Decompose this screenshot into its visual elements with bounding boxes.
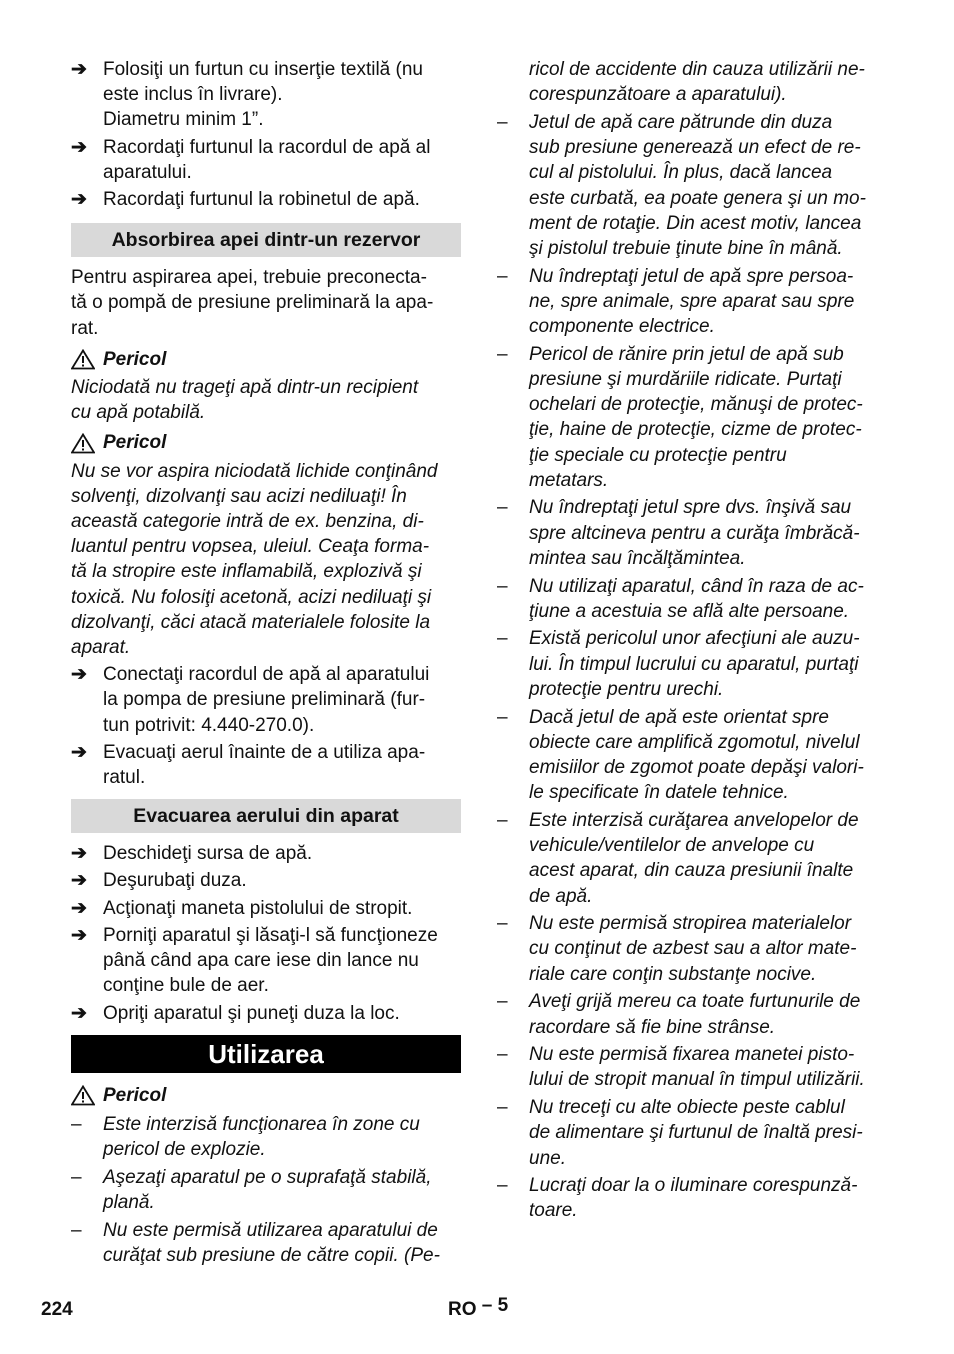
list-item-text: Nu este permisă stropirea materialelor cu conţinut de azbest sau a altor mate- riale care conţin substanţe nocive. (529, 913, 857, 985)
dash-marker: – (497, 575, 508, 597)
arrow-right-icon: ➔ (71, 870, 87, 892)
list-item-text: Lucraţi doar la o iluminare corespunză- toare. (529, 1175, 858, 1222)
arrow-right-icon: ➔ (71, 741, 87, 763)
step-text: Acţionaţi maneta pistolului de stropit. (103, 897, 413, 919)
step-item (71, 896, 461, 921)
arrow-right-icon: ➔ (71, 136, 87, 158)
list-item (497, 911, 887, 987)
step-item (71, 662, 461, 738)
footer-section-label (448, 1297, 508, 1322)
list-item (497, 495, 887, 571)
list-item (497, 574, 887, 624)
arrow-right-icon: ➔ (71, 189, 87, 211)
step-text: Racordaţi furtunul la racordul de apă al aparatului. (103, 136, 431, 183)
step-text: Evacuaţi aerul înainte de a utiliza apa- ratul. (103, 741, 426, 789)
list-item-continuation (497, 57, 887, 107)
list-item (497, 264, 887, 340)
warning-heading (71, 1083, 461, 1108)
dash-marker: – (71, 1219, 82, 1241)
step-item (71, 740, 461, 790)
dash-marker: – (497, 1175, 508, 1197)
dash-marker: – (497, 265, 508, 287)
air-steps (71, 841, 461, 1025)
warning-text: Niciodată nu trageţi apă dintr-un recipient cu apă potabilă. (71, 377, 419, 424)
list-item-text: Este interzisă curăţarea anvelopelor de vehicule/ventilelor de anvelope cu acest aparat, din cauza presiunii înalte de apă. (529, 809, 859, 907)
arrow-right-icon: ➔ (71, 664, 87, 686)
list-item-text: Nu utilizaţi aparatul, când în raza de ac- ţiune a acestuia se află alte persoane. (529, 575, 864, 622)
dash-marker: – (497, 1044, 508, 1066)
list-item-text: Există pericolul unor afecţiuni ale auzu- lui. În timpul lucrului cu aparatul, purtaţi protecţie pentru urechi. (529, 628, 860, 700)
warning-label: Pericol (103, 1084, 167, 1106)
dash-marker: – (497, 343, 508, 365)
list-item-text: Dacă jetul de apă este orientat spre obiecte care amplifică zgomotul, nivelul emisiilor de zgomot poate depăşi valori- le specificate în datele tehnice. (529, 706, 864, 804)
step-text: Opriţi aparatul şi puneţi duza la loc. (103, 1002, 400, 1024)
list-item (497, 110, 887, 261)
step-text: Racordaţi furtunul la robinetul de apă. (103, 189, 420, 211)
list-item (71, 1112, 461, 1162)
list-item-text: Nu îndreptaţi jetul de apă spre persoa- ne, spre animale, spre aparat sau spre componente electrice. (529, 265, 855, 338)
list-item-text: Nu este permisă fixarea manetei pisto- lului de stropit manual în timpul utilizării. (529, 1044, 865, 1091)
list-item-text: Nu este permisă utilizarea aparatului de curăţat sub presiune de către copii. (Pe- (103, 1219, 440, 1266)
list-item (71, 1165, 461, 1215)
dash-marker: – (497, 809, 508, 831)
dash-marker: – (497, 628, 508, 650)
list-item-text: Nu îndreptaţi jetul spre dvs. înşivă sau spre altcineva pentru a curăţa îmbrăcă- mintea sau încălţămintea. (529, 497, 860, 569)
arrow-right-icon: ➔ (71, 1002, 87, 1024)
dash-marker: – (497, 913, 508, 935)
warning-heading (71, 347, 461, 372)
arrow-right-icon: ➔ (71, 897, 87, 919)
section-intro: Pentru aspirarea apei, trebuie preconecta- tă o pompă de presiune preliminară la apa- rat. (71, 267, 434, 339)
list-item-text: ricol de accidente din cauza utilizării ne- corespunzătoare a aparatului). (529, 59, 865, 106)
dash-marker: – (71, 1166, 82, 1188)
step-item (71, 841, 461, 866)
dash-marker: – (497, 111, 508, 133)
list-item-text: Jetul de apă care pătrunde din duza sub presiune generează un efect de re- cul al pistolului. În plus, dacă lancea este curbată, ea poate genera şi un mo- ment de rotaţie. Din acest motiv, lancea şi pistolul trebuie ţinute bine în mână. (529, 111, 866, 259)
list-item-text: Aşezaţi aparatul pe o suprafaţă stabilă, plană. (103, 1166, 432, 1214)
list-item-text: Pericol de rănire prin jetul de apă sub presiune şi murdăriile ridicate. Purtaţi ochelari de protecţie, mănuşi de protec- ţie, haine de protecţie, cizme de protec- ţie speciale cu protecţie pentru metatars. (529, 343, 863, 491)
section-heading-air: Evacuarea aerului din aparat (71, 799, 461, 833)
step-text: Porniţi aparatul şi lăsaţi-l să funcţioneze până când apa care iese din lance nu conţine bule de aer. (103, 924, 438, 997)
warning-triangle-icon (71, 349, 95, 370)
dash-marker: – (71, 1113, 82, 1135)
list-item (497, 808, 887, 909)
list-item-text: Nu treceţi cu alte obiecte peste cablul de alimentare şi furtunul de înaltă presi- une. (529, 1097, 863, 1169)
step-item (71, 1001, 461, 1026)
list-item (71, 1218, 461, 1268)
step-text: Deşurubaţi duza. (103, 870, 247, 892)
dash-marker: – (497, 991, 508, 1013)
step-text: Conectaţi racordul de apă al aparatului la pompa de presiune preliminară (fur- tun potrivit: 4.440-270.0). (103, 664, 430, 736)
step-item (71, 57, 461, 133)
warning-label: Pericol (103, 348, 167, 370)
list-item-text: Este interzisă funcţionarea în zone cu pericol de explozie. (103, 1113, 420, 1161)
arrow-right-icon: ➔ (71, 924, 87, 946)
step-text: Folosiţi un furtun cu inserţie textilă (nu este inclus în livrare). Diametru minim 1”. (103, 59, 423, 131)
step-item (71, 923, 461, 999)
list-item (497, 342, 887, 493)
section-heading-tank: Absorbirea apei dintr-un rezervor (71, 223, 461, 257)
warning-triangle-icon (71, 1085, 95, 1106)
list-item (497, 626, 887, 702)
warning-text: Nu se vor aspira niciodată lichide conţinând solvenţi, dizolvanţi sau acizi nediluaţi! În această categorie intră de ex. benzina, di- luantul pentru vopsea, uleiul. Ceaţa forma- tă la stropire este inflamabilă, explozivă şi toxică. Nu folosiţi acetonă, acizi nediluaţi şi dizolvanţi, căci atacă materialele folosite la aparat. (71, 460, 438, 659)
list-item-text: Aveţi grijă mereu ca toate furtunurile de racordare să fie bine strânse. (529, 991, 861, 1038)
chapter-heading: Utilizarea (71, 1035, 461, 1073)
right-column (497, 57, 887, 1226)
usage-dash-list (71, 1112, 461, 1268)
left-column (71, 57, 461, 1271)
arrow-right-icon: ➔ (71, 843, 87, 865)
step-item (71, 135, 461, 185)
section-number: – 5 (481, 1295, 509, 1316)
warning-label: Pericol (103, 432, 167, 454)
language-code: RO (448, 1299, 477, 1320)
list-item (497, 1173, 887, 1223)
step-item (71, 187, 461, 212)
step-item (71, 868, 461, 893)
dash-marker: – (497, 706, 508, 728)
list-item (497, 989, 887, 1039)
dash-marker: – (497, 497, 508, 519)
list-item (497, 1095, 887, 1171)
dash-marker: – (497, 1097, 508, 1119)
list-item (497, 705, 887, 806)
warning-heading (71, 430, 461, 455)
page-number: 224 (41, 1299, 73, 1320)
warning-triangle-icon (71, 433, 95, 454)
list-item (497, 1042, 887, 1092)
arrow-right-icon: ➔ (71, 59, 87, 80)
step-text: Deschideţi sursa de apă. (103, 843, 313, 865)
